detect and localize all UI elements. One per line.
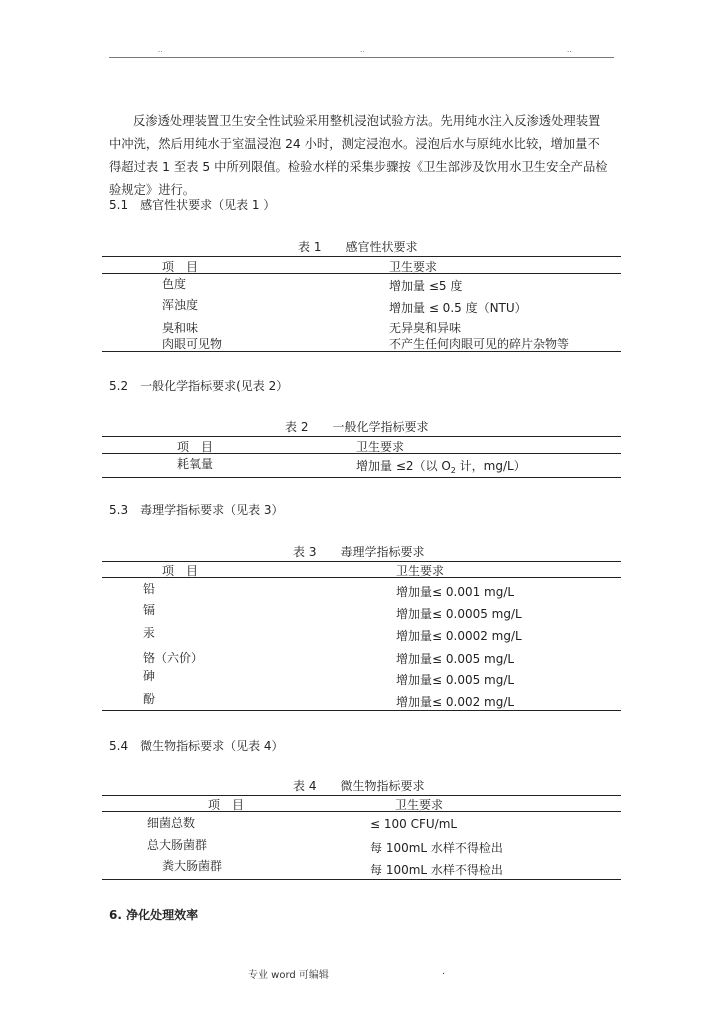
table3-row-4-item: 铬（六价）	[143, 651, 204, 665]
table4-row-3-item: 粪大肠菌群	[162, 859, 223, 873]
section-5-4-heading: 5.4 微生物指标要求（见表 4）	[109, 739, 284, 753]
table2-header-rule	[102, 453, 621, 454]
table3-bottom-rule	[102, 710, 621, 711]
table2-header-req: 卫生要求	[356, 440, 405, 454]
table3-row-3-item: 汞	[143, 626, 156, 640]
table4-row-2-item: 总大肠菌群	[147, 838, 208, 852]
table1-row-4-item: 肉眼可见物	[162, 337, 223, 351]
table1-row-2-item: 浑浊度	[162, 298, 199, 312]
table3-row-3-req: 增加量≤ 0.0002 mg/L	[396, 629, 522, 643]
intro-line-2: 中冲洗，然后用纯水于室温浸泡 24 小时，测定浸泡水。浸泡后水与原纯水比较，增加量不	[109, 137, 600, 151]
table2-row-1-item: 耗氧量	[177, 457, 214, 471]
table4-row-1-req: ≤ 100 CFU/mL	[370, 817, 458, 831]
table4-header-rule	[102, 811, 621, 812]
table3-caption: 表 3 毒理学指标要求	[293, 545, 425, 559]
footer-left-text: 专业 word 可编辑	[248, 970, 329, 981]
table2-bottom-rule	[102, 477, 621, 478]
section-5-1-heading: 5.1 感官性状要求（见表 1 ）	[109, 198, 276, 212]
table3-row-1-item: 铅	[143, 582, 156, 596]
table4-row-2-req: 每 100mL 水样不得检出	[370, 841, 503, 855]
intro-line-3: 得超过表 1 至表 5 中所列限值。检验水样的采集步骤按《卫生部涉及饮用水卫生安全产品检	[109, 160, 608, 174]
table3-row-5-item: 砷	[143, 669, 156, 683]
table4-top-rule	[102, 795, 621, 796]
table1-row-4-req: 不产生任何肉眼可见的碎片杂物等	[389, 337, 570, 351]
table3-row-1-req: 增加量≤ 0.001 mg/L	[396, 585, 515, 599]
table1-caption: 表 1 感官性状要求	[298, 240, 418, 254]
table1-header-req: 卫生要求	[389, 260, 438, 274]
table4-header-item: 项 目	[208, 798, 245, 812]
table4-row-3-req: 每 100mL 水样不得检出	[370, 863, 503, 877]
header-dot-2: ..	[360, 46, 365, 54]
header-dot-1: ..	[158, 46, 163, 54]
table3-row-2-item: 镉	[143, 603, 156, 617]
table2-top-rule	[102, 436, 621, 437]
table3-row-2-req: 增加量≤ 0.0005 mg/L	[396, 607, 522, 621]
table2-row-1-req-suffix: 计，mg/L）	[455, 459, 526, 473]
table2-caption: 表 2 一般化学指标要求	[285, 420, 429, 434]
table1-row-2-req: 增加量 ≤ 0.5 度（NTU）	[389, 301, 527, 315]
table3-row-4-req: 增加量≤ 0.005 mg/L	[396, 652, 515, 666]
header-dot-3: ..	[567, 46, 572, 54]
section-6-heading: 6. 净化处理效率	[109, 908, 199, 922]
table3-row-5-req: 增加量≤ 0.005 mg/L	[396, 673, 515, 687]
table3-header-req: 卫生要求	[396, 564, 445, 578]
table1-row-3-req: 无异臭和异味	[389, 321, 462, 335]
table3-header-rule	[102, 577, 621, 578]
intro-line-4: 验规定》进行。	[109, 183, 196, 197]
table2-header-item: 项 目	[177, 440, 214, 454]
table3-row-6-item: 酚	[143, 692, 156, 706]
table1-bottom-rule	[102, 351, 621, 352]
table3-row-6-req: 增加量≤ 0.002 mg/L	[396, 695, 515, 709]
header-rule	[109, 57, 614, 58]
table1-row-1-item: 色度	[162, 277, 187, 291]
intro-line-1: 反渗透处理装置卫生安全性试验采用整机浸泡试验方法。先用纯水注入反渗透处理装置	[133, 114, 601, 128]
footer-right-text: .	[442, 966, 446, 977]
intro-paragraph	[109, 110, 616, 202]
table4-header-req: 卫生要求	[395, 798, 444, 812]
table1-row-1-req: 增加量 ≤5 度	[389, 279, 463, 293]
table1-header-rule	[102, 273, 621, 274]
table2-row-1-req-sub: 2	[450, 466, 456, 475]
table4-row-1-item: 细菌总数	[147, 816, 196, 830]
table1-top-rule	[102, 256, 621, 257]
section-5-2-heading: 5.2 一般化学指标要求(见表 2）	[109, 379, 289, 393]
section-5-3-heading: 5.3 毒理学指标要求（见表 3）	[109, 503, 284, 517]
table3-header-item: 项 目	[162, 564, 199, 578]
table1-row-3-item: 臭和味	[162, 321, 199, 335]
table2-row-1-req-prefix: 增加量 ≤2（以 O	[356, 459, 451, 473]
table4-caption: 表 4 微生物指标要求	[293, 779, 425, 793]
table1-header-item: 项 目	[162, 260, 199, 274]
table4-bottom-rule	[102, 879, 621, 880]
table2-row-1-req	[356, 457, 526, 475]
